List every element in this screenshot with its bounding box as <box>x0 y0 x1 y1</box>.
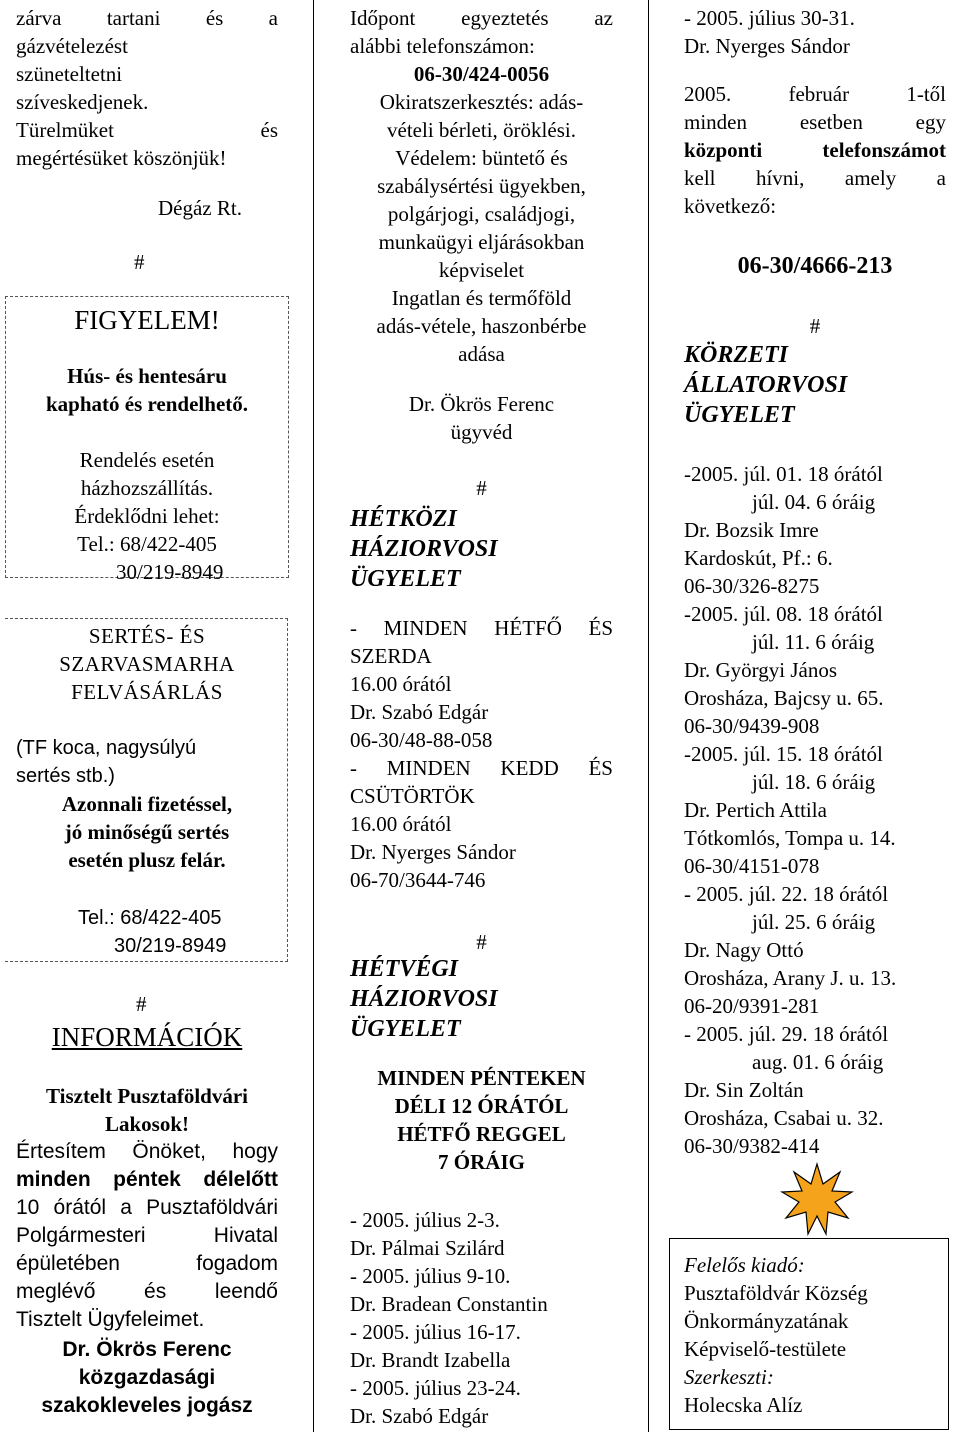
section-heading: HÁZIORVOSI <box>350 986 498 1012</box>
column-rule-right <box>648 0 649 1432</box>
duty-line: - MINDEN KEDD ÉS <box>350 756 613 780</box>
ad-title-line: SERTÉS- ÉS <box>88 624 206 648</box>
duty-line: Dr. Nyerges Sándor <box>350 840 516 864</box>
signature-line: szakokleveles jogász <box>41 1394 253 1417</box>
duty-line: CSÜTÖRTÖK <box>350 784 475 808</box>
ad-title-line: FELVÁSÁRLÁS <box>71 680 223 704</box>
vet-line: -2005. júl. 01. 18 órától <box>684 462 883 486</box>
vet-line: júl. 25. 6 óráig <box>752 910 876 934</box>
vet-line: júl. 18. 6 óráig <box>752 770 876 794</box>
imprint-label: Felelős kiadó: <box>684 1253 805 1277</box>
vet-line: -2005. júl. 08. 18 órától <box>684 602 883 626</box>
vet-line: Dr. Nagy Ottó <box>684 938 804 962</box>
lawyer-title: ügyvéd <box>450 420 513 444</box>
imprint-line: Képviselő-testülete <box>684 1337 847 1361</box>
section-heading: HÉTKÖZI <box>350 506 457 532</box>
service-line: Ingatlan és termőföld <box>391 286 572 310</box>
intro-line: Türelmüket és <box>16 118 278 142</box>
ad-bold-line: esetén plusz felár. <box>68 848 226 872</box>
ad-phone: 30/219-8949 <box>116 560 224 584</box>
vet-line: Dr. Györgyi János <box>684 658 838 682</box>
service-line: munkaügyi eljárásokban <box>378 230 585 254</box>
duty-line: 06-70/3644-746 <box>350 868 486 892</box>
imprint-line: Pusztaföldvár Község <box>684 1281 868 1305</box>
imprint-box <box>669 1238 949 1430</box>
service-line: adás-vétele, haszonbérbe <box>376 314 587 338</box>
intro-line: gázvételezést <box>16 34 128 58</box>
lawyer-name: Dr. Ökrös Ferenc <box>408 392 555 416</box>
ad-phone: 30/219-8949 <box>114 935 227 957</box>
body-line: minden péntek délelőtt <box>16 1168 278 1191</box>
body-line: Polgármesteri Hivatal <box>16 1224 278 1247</box>
schedule-line: Dr. Nyerges Sándor <box>684 34 850 58</box>
service-line: Okiratszerkesztés: adás- <box>379 90 584 114</box>
intro-line: megértésüket köszönjük! <box>16 146 227 170</box>
sun-icon <box>780 1162 854 1236</box>
intro-line: zárva tartani és a <box>16 6 278 30</box>
imprint-label: Szerkeszti: <box>684 1365 774 1389</box>
weekend-line: DÉLI 12 ÓRÁTÓL <box>394 1094 569 1118</box>
vet-line: 06-30/4151-078 <box>684 854 820 878</box>
vet-line: Dr. Sin Zoltán <box>684 1078 804 1102</box>
service-line: Védelem: büntető és <box>395 146 568 170</box>
vet-line: aug. 01. 6 óráig <box>752 1050 884 1074</box>
section-heading: KÖRZETI <box>684 342 789 368</box>
duty-line: Dr. Szabó Edgár <box>350 700 489 724</box>
imprint-line: Önkormányzatának <box>684 1309 849 1333</box>
separator-hash: # <box>476 476 487 500</box>
vet-line: Kardoskút, Pf.: 6. <box>684 546 833 570</box>
notice-line: minden esetben egy <box>684 110 946 134</box>
service-line: vételi bérleti, öröklési. <box>387 118 576 142</box>
service-line: adása <box>458 342 505 366</box>
body-line: meglévő és leendő <box>16 1280 278 1303</box>
ad-phone: Tel.: 68/422-405 <box>77 532 217 556</box>
ad-line: Rendelés esetén <box>79 448 215 472</box>
ad-line: házhozszállítás. <box>80 476 214 500</box>
body-line: 10 órától a Pusztaföldvári <box>16 1196 278 1219</box>
schedule-line: - 2005. július 30-31. <box>684 6 855 30</box>
vet-line: júl. 11. 6 óráig <box>752 630 875 654</box>
info-title: INFORMÁCIÓK <box>51 1022 243 1052</box>
vet-line: - 2005. júl. 22. 18 órától <box>684 882 889 906</box>
signature-line: Dr. Ökrös Ferenc <box>62 1338 232 1361</box>
text-line: alábbi telefonszámon: <box>350 34 535 58</box>
duty-line: 16.00 órától <box>350 812 452 836</box>
lawyer-phone: 06-30/424-0056 <box>413 62 550 86</box>
ad-bold-line: jó minőségű sertés <box>64 820 230 844</box>
vet-line: júl. 04. 6 óráig <box>752 490 876 514</box>
separator-hash: # <box>476 930 487 954</box>
vet-line: 06-20/9391-281 <box>684 994 820 1018</box>
duty-line: - MINDEN HÉTFŐ ÉS <box>350 616 613 640</box>
imprint-editor: Holecska Alíz <box>684 1393 803 1417</box>
schedule-line: Dr. Bradean Constantin <box>350 1292 548 1316</box>
notice-bold: központi telefonszámot <box>684 138 946 162</box>
column-rule-left <box>313 0 314 1432</box>
intro-line: szüneteltetni <box>16 62 123 86</box>
service-line: szabálysértési ügyekben, <box>377 174 586 198</box>
weekend-line: MINDEN PÉNTEKEN <box>377 1066 586 1090</box>
vet-line: Orosháza, Arany J. u. 13. <box>684 966 897 990</box>
schedule-line: Dr. Szabó Edgár <box>350 1404 489 1428</box>
vet-line: - 2005. júl. 29. 18 órától <box>684 1022 889 1046</box>
section-heading: HÉTVÉGI <box>350 956 459 982</box>
schedule-line: Dr. Pálmai Szilárd <box>350 1236 505 1260</box>
ad-title: FIGYELEM! <box>74 305 220 335</box>
ad-line: Érdeklődni lehet: <box>74 504 220 528</box>
notice-line: 2005. február 1-től <box>684 82 946 106</box>
vet-line: 06-30/326-8275 <box>684 574 820 598</box>
schedule-line: - 2005. július 2-3. <box>350 1208 500 1232</box>
ad-sans-line: (TF koca, nagysúlyú <box>16 737 197 759</box>
intro-line: szíveskedjenek. <box>16 90 149 114</box>
body-line: Tisztelt Ügyfeleimet. <box>16 1308 205 1331</box>
central-phone: 06-30/4666-213 <box>737 253 893 279</box>
vet-line: Dr. Pertich Attila <box>684 798 827 822</box>
text-line: Időpont egyeztetés az <box>350 6 613 30</box>
vet-line: Orosháza, Bajcsy u. 65. <box>684 686 884 710</box>
ad-phone: Tel.: 68/422-405 <box>78 907 222 929</box>
schedule-line: Dr. Brandt Izabella <box>350 1348 511 1372</box>
greeting-line: Lakosok! <box>104 1112 190 1136</box>
separator-hash: # <box>809 314 821 338</box>
vet-line: 06-30/9439-908 <box>684 714 820 738</box>
weekend-line: 7 ÓRÁIG <box>438 1150 525 1174</box>
vet-line: -2005. júl. 15. 18 órától <box>684 742 883 766</box>
vet-line: 06-30/9382-414 <box>684 1134 820 1158</box>
vet-line: Orosháza, Csabai u. 32. <box>684 1106 884 1130</box>
duty-line: SZERDA <box>350 644 432 668</box>
duty-line: 16.00 órától <box>350 672 452 696</box>
ad-bold-line: Hús- és hentesáru <box>67 364 227 388</box>
ad-sans-line: sertés stb.) <box>16 765 115 787</box>
section-heading: ÜGYELET <box>684 402 795 428</box>
vet-line: Tótkomlós, Tompa u. 14. <box>684 826 896 850</box>
separator-hash: # <box>134 250 145 274</box>
section-heading: ÜGYELET <box>350 1016 461 1042</box>
vet-line: Dr. Bozsik Imre <box>684 518 819 542</box>
separator-hash: # <box>136 992 147 1016</box>
service-line: polgárjogi, családjogi, <box>387 202 576 226</box>
section-heading: ÁLLATORVOSI <box>684 372 848 398</box>
signature-line: közgazdasági <box>78 1366 216 1389</box>
schedule-line: - 2005. július 16-17. <box>350 1320 521 1344</box>
ad-title-line: SZARVASMARHA <box>59 652 235 676</box>
schedule-line: - 2005. július 9-10. <box>350 1264 511 1288</box>
weekend-line: HÉTFŐ REGGEL <box>397 1122 566 1146</box>
ad-bold-line: kapható és rendelhető. <box>45 392 249 416</box>
duty-line: 06-30/48-88-058 <box>350 728 493 752</box>
notice-line: következő: <box>684 194 777 218</box>
notice-line: kell hívni, amely a <box>684 166 946 190</box>
greeting-line: Tisztelt Pusztaföldvári <box>45 1084 248 1108</box>
body-line: épületében fogadom <box>16 1252 278 1275</box>
schedule-line: - 2005. július 23-24. <box>350 1376 521 1400</box>
service-line: képviselet <box>438 258 525 282</box>
section-heading: HÁZIORVOSI <box>350 536 498 562</box>
section-heading: ÜGYELET <box>350 566 461 592</box>
ad-bold-line: Azonnali fizetéssel, <box>61 792 233 816</box>
body-line: Értesítem Önöket, hogy <box>16 1140 278 1163</box>
signer: Dégáz Rt. <box>158 196 242 220</box>
